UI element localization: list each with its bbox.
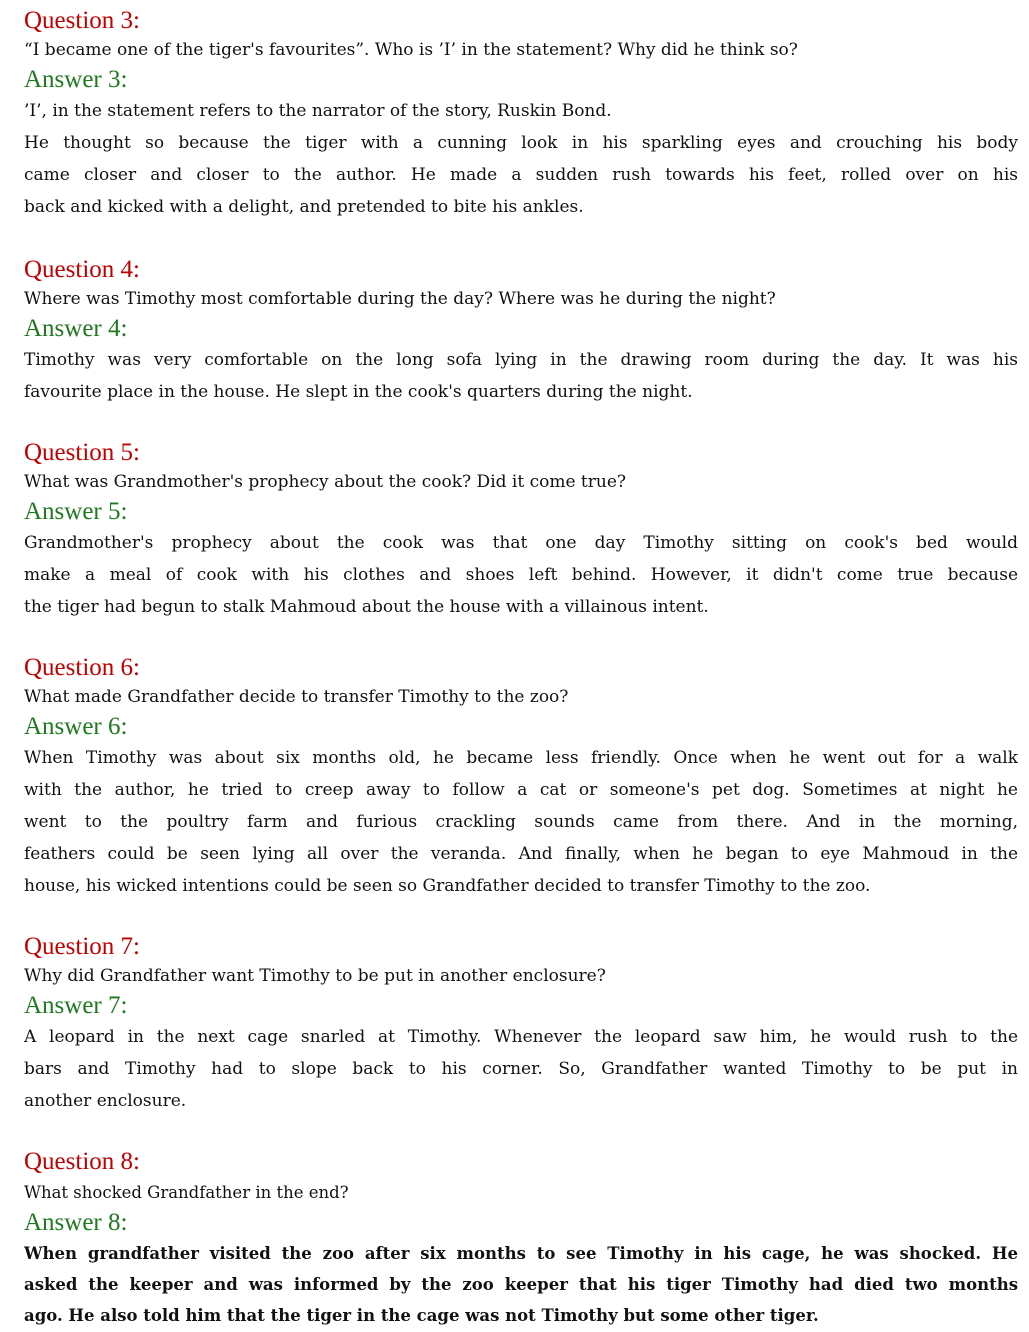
answer-line: feathers could be seen lying all over the veranda. And finally, when he began to eye Mahmoud in the <box>24 844 1018 864</box>
question-text: “I became one of the tiger's favourites”. Who is ’I’ in the statement? Why did he think so? <box>24 40 798 60</box>
qa-block-7 <box>24 932 1018 1117</box>
answer-line: He thought so because the tiger with a cunning look in his sparkling eyes and crouching his body <box>24 133 1018 153</box>
qa-block-3 <box>24 6 1018 223</box>
answer-text <box>24 344 1018 408</box>
question-text: What shocked Grandfather in the end? <box>24 1183 349 1202</box>
qa-block-4 <box>24 255 1018 408</box>
question-heading: Question 5: <box>24 439 140 466</box>
qa-block-6 <box>24 653 1018 902</box>
answer-heading: Answer 6: <box>24 713 128 740</box>
answer-line: favourite place in the house. He slept in the cook's quarters during the night. <box>24 382 693 402</box>
answer-line: asked the keeper and was informed by the zoo keeper that his tiger Timothy had died two months <box>24 1275 1018 1294</box>
answer-line: Timothy was very comfortable on the long sofa lying in the drawing room during the day. It was his <box>24 350 1018 370</box>
answer-text <box>24 1238 1018 1331</box>
answer-line: When Timothy was about six months old, he became less friendly. Once when he went out for a walk <box>24 748 1018 768</box>
answer-line: ago. He also told him that the tiger in the cage was not Timothy but some other tiger. <box>24 1306 819 1325</box>
answer-line: another enclosure. <box>24 1091 187 1111</box>
question-heading: Question 8: <box>24 1148 140 1175</box>
answer-line: A leopard in the next cage snarled at Timothy. Whenever the leopard saw him, he would rush to the <box>24 1027 1018 1047</box>
question-heading: Question 6: <box>24 654 140 681</box>
answer-line: came closer and closer to the author. He made a sudden rush towards his feet, rolled over on his <box>24 165 1018 185</box>
question-text: Why did Grandfather want Timothy to be put in another enclosure? <box>24 966 606 986</box>
answer-line: When grandfather visited the zoo after six months to see Timothy in his cage, he was shocked. He <box>24 1244 1018 1263</box>
answer-line: the tiger had begun to stalk Mahmoud about the house with a villainous intent. <box>24 597 709 617</box>
question-text: What made Grandfather decide to transfer Timothy to the zoo? <box>24 687 569 707</box>
answer-heading: Answer 4: <box>24 315 128 342</box>
question-heading: Question 4: <box>24 256 140 283</box>
answer-text <box>24 95 1018 223</box>
answer-text <box>24 1021 1018 1117</box>
answer-heading: Answer 3: <box>24 66 128 93</box>
answer-line: with the author, he tried to creep away to follow a cat or someone's pet dog. Sometimes at night he <box>24 780 1018 800</box>
answer-line: house, his wicked intentions could be seen so Grandfather decided to transfer Timothy to the zoo. <box>24 876 871 896</box>
question-heading: Question 7: <box>24 933 140 960</box>
answer-line: bars and Timothy had to slope back to his corner. So, Grandfather wanted Timothy to be put in <box>24 1059 1018 1079</box>
answer-line: went to the poultry farm and furious crackling sounds came from there. And in the morning, <box>24 812 1018 832</box>
answer-line: make a meal of cook with his clothes and shoes left behind. However, it didn't come true because <box>24 565 1018 585</box>
qa-block-5 <box>24 438 1018 623</box>
answer-text <box>24 527 1018 623</box>
qa-block-8 <box>24 1147 1018 1331</box>
answer-heading: Answer 8: <box>24 1209 128 1236</box>
answer-line: Grandmother's prophecy about the cook was that one day Timothy sitting on cook's bed would <box>24 533 1018 553</box>
answer-text <box>24 742 1018 902</box>
answer-line: ’I’, in the statement refers to the narrator of the story, Ruskin Bond. <box>24 101 612 121</box>
question-text: What was Grandmother's prophecy about the cook? Did it come true? <box>24 472 627 492</box>
question-heading: Question 3: <box>24 7 140 34</box>
answer-heading: Answer 7: <box>24 992 128 1019</box>
question-text: Where was Timothy most comfortable during the day? Where was he during the night? <box>24 289 776 309</box>
answer-heading: Answer 5: <box>24 498 128 525</box>
answer-line: back and kicked with a delight, and pretended to bite his ankles. <box>24 197 584 217</box>
